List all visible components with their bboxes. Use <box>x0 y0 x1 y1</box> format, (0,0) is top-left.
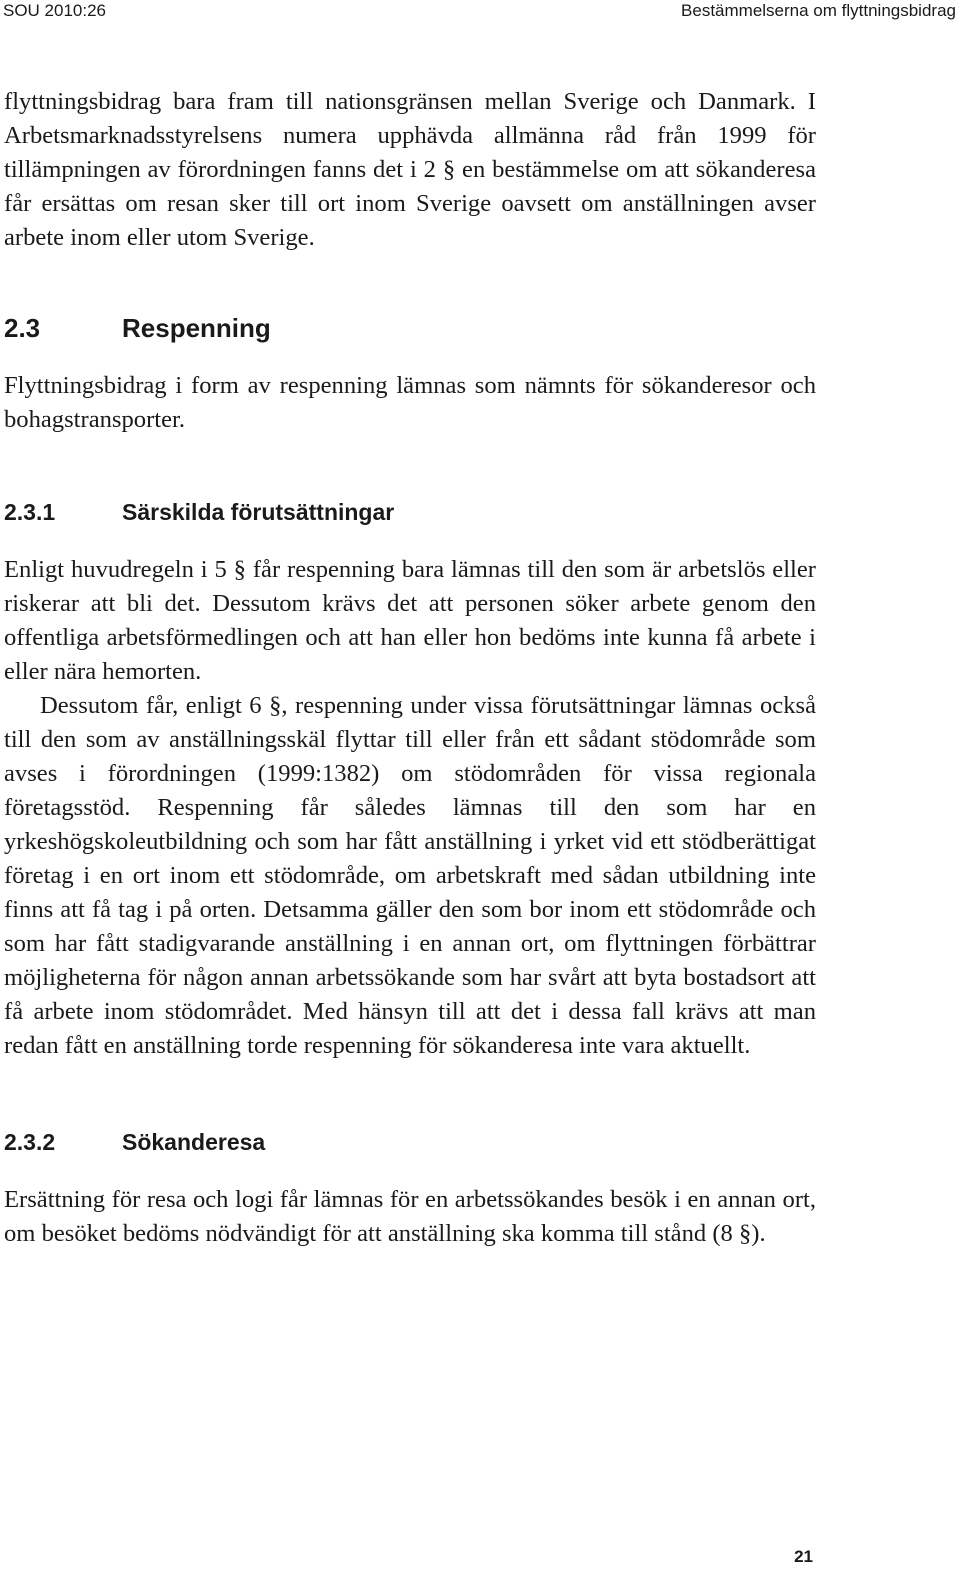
section-2-3-2-paragraph: Ersättning för resa och logi får lämnas för en arbetssökandes besök i en annan ort, om besöket bedöms nödvändigt för att anställning ska komma till stånd (8 §). <box>4 1186 816 1247</box>
section-heading-2-3-2 <box>4 1125 816 1159</box>
section-title: Särskilda förutsättningar <box>122 499 395 525</box>
section-heading-2-3-1 <box>4 495 816 529</box>
section-2-3-1-paragraph-1: Enligt huvudregeln i 5 § får respenning bara lämnas till den som är arbetslös eller riskerar att bli det. Dessutom krävs det att personen söker arbete genom den offentliga arbetsförmedlingen och att han eller hon bedöms inte kunna få arbete i eller nära hemorten. <box>4 556 816 685</box>
section-number: 2.3 <box>4 313 41 343</box>
page-body <box>4 85 816 1251</box>
page-number: 21 <box>794 1547 813 1566</box>
section-heading-2-3 <box>4 311 816 345</box>
section-number: 2.3.1 <box>4 499 56 525</box>
section-2-3-paragraph: Flyttningsbidrag i form av respenning lämnas som nämnts för sökanderesor och bohagstransporter. <box>4 372 816 433</box>
section-2-3-1-paragraph-2: Dessutom får, enligt 6 §, respenning under vissa förutsättningar lämnas också till den som av anställningsskäl flyttar till eller från ett sådant stödområde som avses i förordningen (1999:1382) om stödområden för vissa regionala företagsstöd. Respenning får således lämnas till den som har en yrkeshögskoleutbildning och som har fått anställning i yrket vid ett stödberättigat företag i en ort inom ett stödområde, om arbetskraft med sådan utbildning inte finns att få tag i på orten. Detsamma gäller den som bor inom ett stödområde och som har fått stadigvarande anställning i en annan ort, om flyttningen förbättrar möjligheterna för någon annan arbetssökande som har svårt att byta bostadsort att få arbete inom stödområdet. Med hänsyn till att det i dessa fall krävs att man redan fått en anställning torde respenning för sökanderesa inte vara aktuellt. <box>4 692 816 1059</box>
section-number: 2.3.2 <box>4 1129 56 1155</box>
document-reference: SOU 2010:26 <box>3 1 107 20</box>
section-title: Respenning <box>122 313 271 343</box>
running-header <box>0 0 960 26</box>
section-title: Sökanderesa <box>122 1129 266 1155</box>
intro-paragraph: flyttningsbidrag bara fram till nationsgränsen mellan Sverige och Danmark. I Arbetsmarknadsstyrelsens numera upphävda allmänna råd från 1999 för tillämpningen av förordningen fanns det i 2 § en bestämmelse om att sökanderesa får ersättas om resan sker till ort inom Sverige oavsett om anställningen avser arbete inom eller utom Sverige. <box>4 88 816 251</box>
chapter-title: Bestämmelserna om flyttningsbidrag <box>681 1 956 20</box>
